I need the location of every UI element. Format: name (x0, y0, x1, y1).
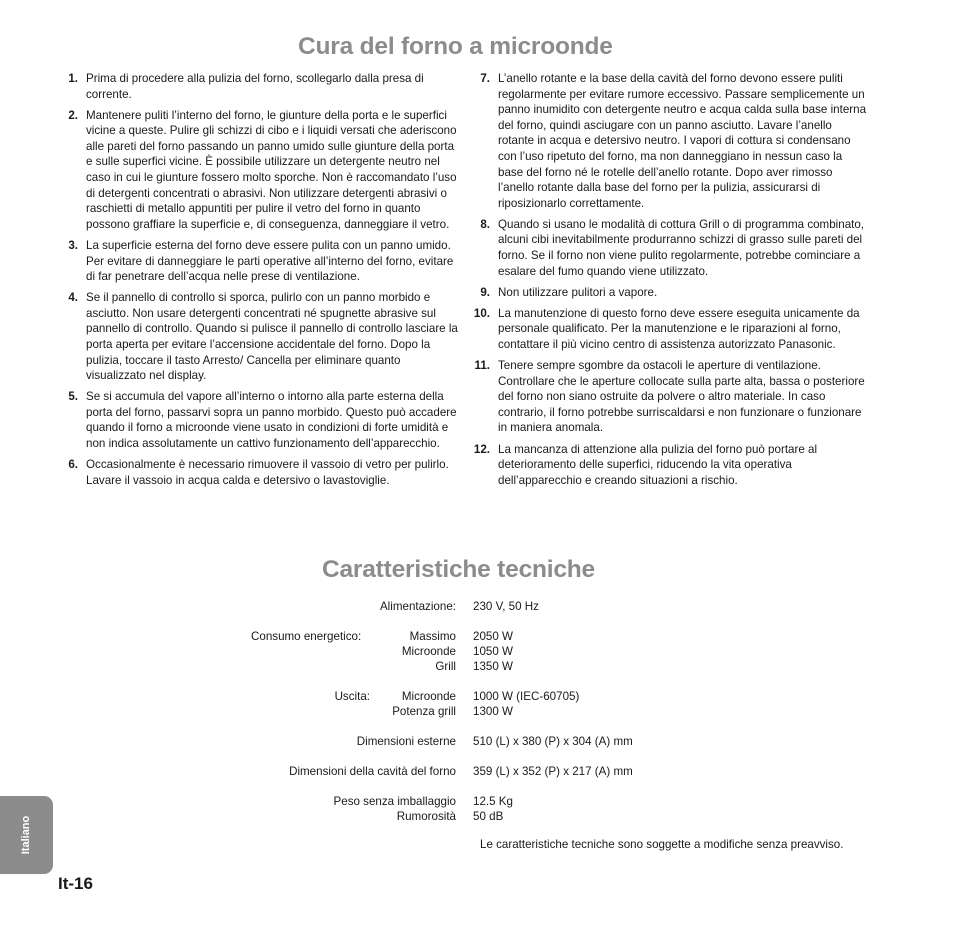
item-text: Mantenere puliti l’interno del forno, le giunture della porta e le superfici vicine a queste. Pulire gli schizzi di cibo e i liquidi versati che aderiscono alle pareti del forno passando un panno umido sulle giunture della porta e sulle superfici vicine. È possibile utilizzare un detergente neutro nel caso in cui le giunture fossero molto sporche. Non è raccomandato l’uso di detergenti concentrati o abrasivi. Non utilizzare detergenti abrasivi o raschietti di metallo appuntiti per pulire il vetro del forno in quanto possono graffiare la superficie e, di conseguenza, danneggiare il vetro. (86, 108, 457, 231)
spec-value: 230 V, 50 Hz (473, 600, 539, 613)
item-text: Non utilizzare pulitori a vapore. (498, 285, 658, 299)
item-number: 7. (480, 72, 490, 85)
list-item (468, 358, 870, 436)
item-number: 3. (68, 238, 78, 252)
list-item (62, 238, 460, 285)
language-tab-label: Italiano (20, 815, 32, 855)
spec-row-noise (0, 809, 954, 824)
item-number: 5. (68, 390, 78, 404)
list-item (468, 285, 870, 301)
spec-row-output-microwave (0, 689, 954, 704)
item-number: 12. (473, 442, 490, 456)
list-item (62, 108, 460, 233)
page-number: It-16 (58, 874, 93, 893)
spec-label: Rumorosità (396, 810, 456, 823)
care-list-right (468, 71, 870, 494)
item-text: Tenere sempre sgombre da ostacoli le aperture di ventilazione. Controllare che le aperture collocate sulla parte alta, bassa o posteriore del forno non siano ostruite da polvere o altro materiale. In caso contrario, il forno potrebbe surriscaldarsi e non funzionare o funzionare in maniera anomala. (498, 359, 865, 435)
spec-value: 1050 W (473, 645, 513, 658)
spec-sublabel: Microonde (401, 645, 456, 658)
list-item (62, 389, 460, 451)
spec-label: Dimensioni della cavità del forno (289, 765, 456, 778)
list-item (62, 71, 460, 102)
spec-row-external-dimensions (0, 734, 954, 749)
list-item (468, 71, 870, 211)
spec-value: 1300 W (473, 705, 513, 718)
list-item (62, 457, 460, 488)
spec-value: 1350 W (473, 660, 513, 673)
spec-row-consumption-microwave (0, 644, 954, 659)
item-text: La mancanza di attenzione alla pulizia del forno può portare al deterioramento delle superfici, riducendo la vita operativa dell’apparecchio e creando situazioni a rischio. (498, 442, 818, 487)
spec-row-net-weight (0, 794, 954, 809)
item-number: 10. (473, 306, 490, 320)
spec-label: Alimentazione: (379, 600, 456, 613)
spec-row-cavity-dimensions (0, 764, 954, 779)
spec-group-label: Uscita: (334, 690, 370, 703)
item-number: 6. (68, 458, 78, 472)
item-text: Occasionalmente è necessario rimuovere il vassoio di vetro per pulirlo. Lavare il vassoio in acqua calda e detersivo o lavastoviglie. (86, 458, 449, 487)
spec-row-consumption-grill (0, 659, 954, 674)
spec-row-output-grill (0, 704, 954, 719)
list-item (468, 306, 870, 353)
spec-group-label: Consumo energetico: (251, 630, 362, 643)
spec-sublabel: Potenza grill (392, 705, 456, 718)
item-text: L’anello rotante e la base della cavità del forno devono essere puliti regolarmente per evitare rumore eccessivo. Passare semplicemente un panno inumidito con detergente neutro e acqua calda sulla base interna del forno, quindi asciugare con un panno asciutto. Lavare l’anello rotante in acqua e detersivo neutro. I vapori di cottura si condensano con l’uso ripetuto del forno, ma non danneggiano in nessun caso la base del forno né le rotelle dell’anello rotante. Dopo aver rimosso l’anello rotante dalla base del forno per la pulizia, assicurarsi di riposizionarlo correttamente. (498, 72, 867, 210)
item-number: 8. (480, 217, 490, 231)
item-text: Se si accumula del vapore all’interno o intorno alla parte esterna della porta del forno, passarvi sopra un panno morbido. Questo può accadere quando il forno a microonde viene usato in condizioni di forte umidità e non indica assolutamente un cattivo funzionamento dell’apparecchio. (86, 390, 457, 451)
item-number: 9. (480, 285, 490, 299)
page-title-specs: Caratteristiche tecniche (322, 556, 595, 583)
item-text: Quando si usano le modalità di cottura Grill o di programma combinato, alcuni cibi inevitabilmente produrranno schizzi di grasso sulle pareti del forno. Se il forno non viene pulito regolarmente, potrebbe cominciare a esalare del fumo quando viene utilizzato. (498, 217, 865, 278)
item-number: 2. (68, 108, 78, 122)
spec-row-power-supply (0, 599, 954, 614)
care-list-left (62, 71, 460, 494)
specs-note: Le caratteristiche tecniche sono soggette a modifiche senza preavviso. (480, 838, 844, 851)
spec-label: Peso senza imballaggio (333, 795, 456, 808)
spec-value: 2050 W (473, 630, 513, 643)
spec-value: 50 dB (473, 810, 504, 823)
item-number: 4. (68, 291, 78, 305)
spec-label: Dimensioni esterne (356, 735, 456, 748)
spec-value: 510 (L) x 380 (P) x 304 (A) mm (473, 735, 633, 748)
list-item (62, 290, 460, 384)
spec-value: 1000 W (IEC-60705) (473, 690, 580, 703)
item-number: 11. (474, 359, 490, 373)
spec-sublabel: Massimo (409, 630, 456, 643)
page-title-care: Cura del forno a microonde (298, 33, 613, 60)
language-tab (0, 796, 53, 874)
item-text: Prima di procedere alla pulizia del forno, scollegarlo dalla presa di corrente. (86, 72, 424, 101)
item-text: La manutenzione di questo forno deve essere eseguita unicamente da personale qualificato. Per la manutenzione e le riparazioni al forno, contattare il più vicino centro di assistenza autorizzato Panasonic. (498, 306, 860, 351)
spec-sublabel: Microonde (401, 690, 456, 703)
spec-row-consumption-max (0, 629, 954, 644)
spec-sublabel: Grill (435, 660, 456, 673)
item-number: 1. (68, 72, 78, 85)
spec-value: 359 (L) x 352 (P) x 217 (A) mm (473, 765, 633, 778)
item-text: Se il pannello di controllo si sporca, pulirlo con un panno morbido e asciutto. Non usare detergenti concentrati né spugnette abrasive sul pannello di controllo. Quando si pulisce il pannello di controllo lasciare la porta aperta per evitare l’accensione accidentale del forno. Dopo la pulizia, toccare il tasto Arresto/ Cancella per eliminare quanto visualizzato nel display. (86, 291, 458, 383)
spec-value: 12.5 Kg (473, 795, 513, 808)
item-text: La superficie esterna del forno deve essere pulita con un panno umido. Per evitare di danneggiare le parti operative all’interno del forno, evitare di far penetrare dell’acqua nelle prese di ventilazione. (86, 238, 454, 284)
list-item (468, 217, 870, 279)
list-item (468, 442, 870, 489)
